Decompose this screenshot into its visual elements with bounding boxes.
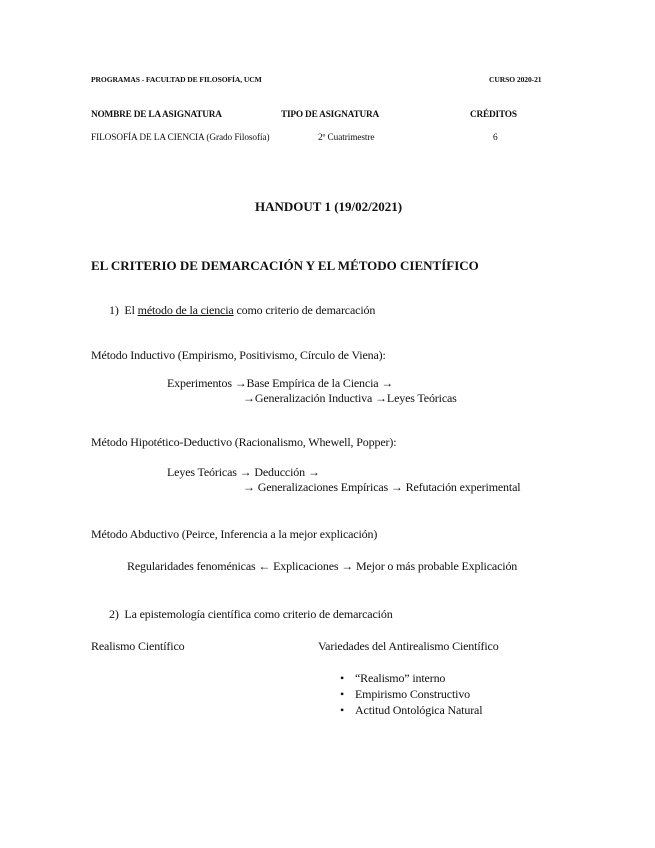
subject-type-value: 2º Cuatrimestre [318,133,375,143]
bullet-icon: • [340,703,345,717]
subject-name-header: NOMBRE DE LA ASIGNATURA [91,110,222,120]
inductive-heading: Método Inductivo (Empirismo, Positivismo, Círculo de Viena): [91,348,386,362]
hypothetico-line-2: → Generalizaciones Empíricas → Refutación experimental [243,480,521,494]
list-item [340,686,482,702]
subject-type-header: TIPO DE ASIGNATURA [281,110,379,120]
subject-name-value: FILOSOFÍA DE LA CIENCIA (Grado Filosofía) [91,133,270,143]
main-title: EL CRITERIO DE DEMARCACIÓN Y EL MÉTODO CIENTÍFICO [91,258,479,273]
realism-heading: Realismo Científico [91,639,185,653]
hypothetico-heading: Método Hipotético-Deductivo (Racionalismo, Whewell, Popper): [91,435,397,449]
handout-title: HANDOUT 1 (19/02/2021) [255,199,403,214]
header-course-year: CURSO 2020-21 [489,75,542,84]
abductive-heading: Método Abductivo (Peirce, Inferencia a la mejor explicación) [91,527,378,541]
list-item-label: “Realismo” interno [355,671,446,685]
section-1-heading [109,303,375,318]
antirealism-list [340,670,482,718]
section-2-text: La epistemología científica como criterio de demarcación [124,607,393,621]
list-item [340,702,482,718]
section-1-number: 1) [109,303,119,317]
bullet-icon: • [340,687,345,701]
hypothetico-line-1: Leyes Teóricas → Deducción → [167,465,320,479]
inductive-line-1: Experimentos →Base Empírica de la Ciencia → [167,376,394,390]
subject-credits-value: 6 [493,133,498,143]
header-program-line: PROGRAMAS - FACULTAD DE FILOSOFÍA, UCM [91,75,262,84]
section-2-number: 2) [109,607,119,621]
section-1-prefix: El [124,303,135,317]
section-1-underlined: método de la ciencia [137,303,234,317]
list-item [340,670,482,686]
antirealism-heading: Variedades del Antirealismo Científico [318,639,499,653]
abductive-line-1: Regularidades fenoménicas ← Explicaciones → Mejor o más probable Explicación [127,559,518,573]
section-2-heading [109,607,393,622]
list-item-label: Empirismo Constructivo [355,687,471,701]
bullet-icon: • [340,671,345,685]
subject-credits-header: CRÉDITOS [470,110,517,120]
list-item-label: Actitud Ontológica Natural [355,703,483,717]
section-1-suffix: como criterio de demarcación [236,303,376,317]
inductive-line-2: →Generalización Inductiva →Leyes Teóricas [243,391,457,405]
